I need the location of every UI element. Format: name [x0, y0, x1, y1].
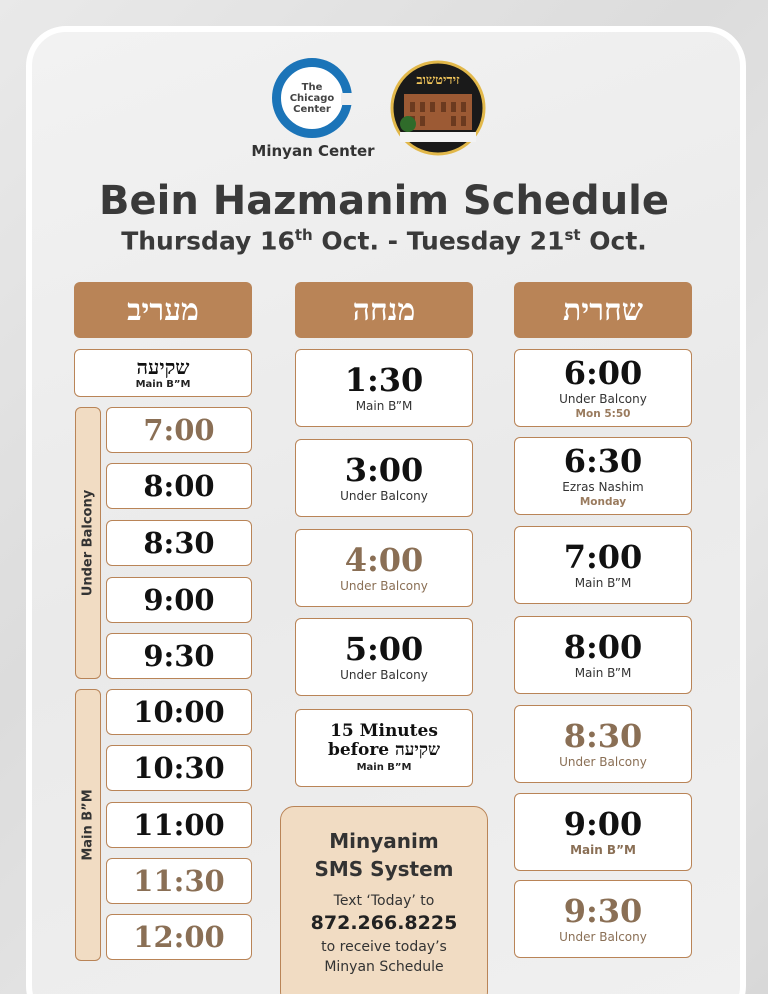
shul-logo: [390, 60, 486, 156]
mincha-time-box: 5:00 Under Balcony: [295, 618, 473, 696]
maariv-time-box: 8:30: [106, 520, 252, 566]
chicago-center-logo-text: The Chicago Center: [289, 81, 335, 115]
maariv-time-box: 10:30: [106, 745, 252, 791]
maariv-shkia-time: שקיעה: [136, 354, 190, 379]
shacharis-time-box: 9:00 Main B”M: [514, 793, 692, 871]
main-bm-side-label: Main B”M: [75, 689, 101, 961]
maariv-shkia-box: [74, 349, 252, 397]
maariv-time-box: 7:00: [106, 407, 252, 453]
mincha-heading: מנחה: [295, 282, 473, 338]
chicago-center-logo: [272, 58, 352, 138]
maariv-time-box: 9:00: [106, 577, 252, 623]
under-balcony-side-label: Under Balcony: [75, 407, 101, 679]
shacharis-time-box: 6:30 Ezras Nashim Monday: [514, 437, 692, 515]
maariv-time-box: 11:00: [106, 802, 252, 848]
mincha-special-box: 15 Minutes before שקיעה Main B”M: [295, 709, 473, 787]
maariv-time-box: 12:00: [106, 914, 252, 960]
sms-title-line1: Minyanim: [329, 829, 439, 853]
maariv-shkia-location: Main B”M: [135, 378, 191, 390]
sms-system-box: [280, 806, 488, 994]
shacharis-time-box: 7:00 Main B”M: [514, 526, 692, 604]
page-title: Bein Hazmanim Schedule: [98, 178, 670, 224]
maariv-time-box: 10:00: [106, 689, 252, 735]
mincha-time-box: 4:00 Under Balcony: [295, 529, 473, 607]
sms-number: 872.266.8225: [310, 912, 458, 934]
date-range: Thursday 16th Oct. - Tuesday 21st Oct.: [121, 226, 647, 256]
shacharis-time-box: 8:30 Under Balcony: [514, 705, 692, 783]
sms-title-line2: SMS System: [314, 857, 454, 881]
maariv-time-box: 11:30: [106, 858, 252, 904]
sms-text1: Text ‘Today’ to: [333, 893, 435, 909]
shacharis-time-box: 8:00 Main B”M: [514, 616, 692, 694]
minyan-center-caption: Minyan Center: [251, 142, 375, 160]
maariv-heading: מעריב: [74, 282, 252, 338]
maariv-time-box: 8:00: [106, 463, 252, 509]
shul-logo-text: זידיטשוב: [416, 73, 460, 88]
shacharis-time-box: 6:00 Under Balcony Mon 5:50: [514, 349, 692, 427]
maariv-time-box: 9:30: [106, 633, 252, 679]
mincha-time-box: 3:00 Under Balcony: [295, 439, 473, 517]
mincha-time-box: 1:30 Main B”M: [295, 349, 473, 427]
shacharis-heading: שחרית: [514, 282, 692, 338]
shacharis-time-box: 9:30 Under Balcony: [514, 880, 692, 958]
sms-text2: to receive today’s: [321, 939, 447, 955]
sms-text3: Minyan Schedule: [324, 959, 444, 975]
